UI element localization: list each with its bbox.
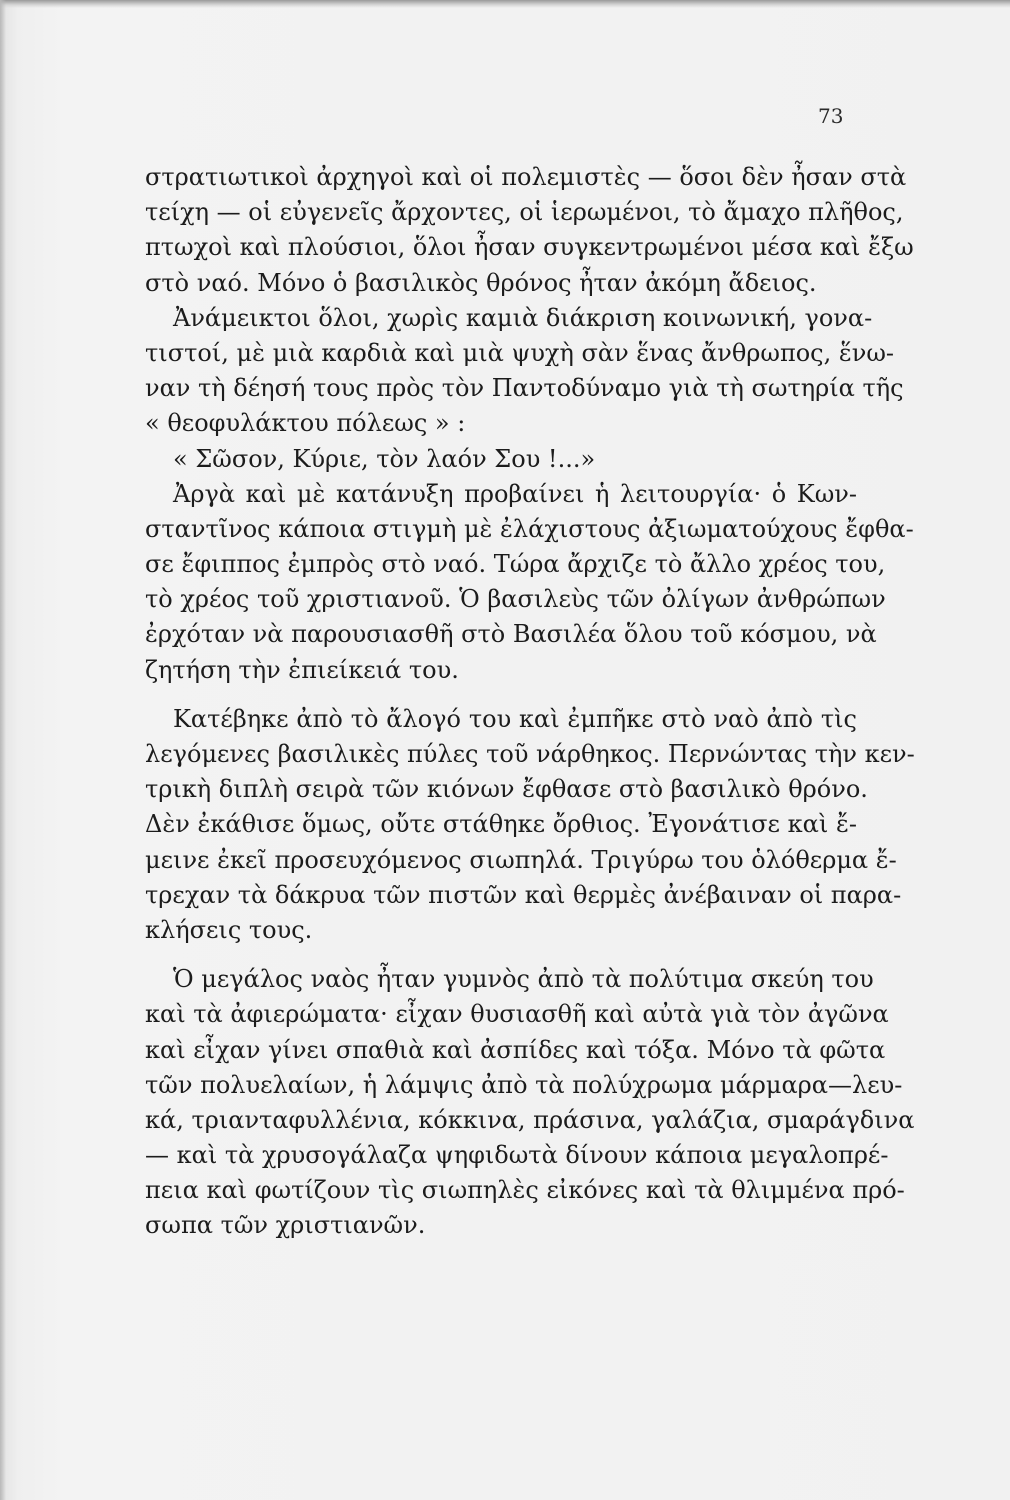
text-line: τρικὴ διπλὴ σειρὰ τῶν κιόνων ἔφθασε στὸ βασιλικὸ θρόνο. <box>145 775 868 804</box>
text-line: τιστοί, μὲ μιὰ καρδιὰ καὶ μιὰ ψυχὴ σὰν ἕνας ἄνθρωπος, ἕνω- <box>145 338 895 367</box>
text-line: λεγόμενες βασιλικὲς πύλες τοῦ νάρθηκος. Περνώντας τὴν κεν- <box>145 740 915 768</box>
text-line: « θεοφυλάκτου πόλεως » : <box>145 409 466 438</box>
text-line: Δὲν ἐκάθισε ὅμως, οὔτε στάθηκε ὄρθιος. Ἐγονάτισε καὶ ἔ- <box>145 810 857 839</box>
text-line: « Σῶσον, Κύριε, τὸν λαόν Σου !...» <box>173 444 596 473</box>
page-number: 73 <box>818 104 844 128</box>
text-line: τὸ χρέος τοῦ χριστιανοῦ. Ὁ βασιλεὺς τῶν ὀλίγων ἀνθρώπων <box>145 585 886 614</box>
text-line: ἐρχόταν νὰ παρουσιασθῆ στὸ Βασιλέα ὅλου τοῦ κόσμου, νὰ <box>145 620 877 649</box>
text-line: στὸ ναό. Μόνο ὁ βασιλικὸς θρόνος ἦταν ἀκόμη ἄδειος. <box>145 268 817 297</box>
text-line: σε ἔφιππος ἐμπρὸς στὸ ναό. Τώρα ἄρχιζε τὸ ἄλλο χρέος του, <box>145 550 886 579</box>
text-line: Ὁ μεγάλος ναὸς ἦταν γυμνὸς ἀπὸ τὰ πολύτιμα σκεύη του <box>173 965 874 994</box>
text-line: ναν τὴ δέησή τους πρὸς τὸν Παντοδύναμο γιὰ τὴ σωτηρία τῆς <box>145 374 904 403</box>
body-text <box>145 160 915 1244</box>
text-line: καὶ εἶχαν γίνει σπαθιὰ καὶ ἀσπίδες καὶ τόξα. Μόνο τὰ φῶτα <box>145 1035 886 1064</box>
text-line: — καὶ τὰ χρυσογάλαζα ψηφιδωτὰ δίνουν κάποια μεγαλοπρέ- <box>145 1141 889 1170</box>
text-line: σωπα τῶν χριστιανῶν. <box>145 1211 426 1240</box>
text-line: κά, τριανταφυλλένια, κόκκινα, πράσινα, γαλάζια, σμαράγδινα <box>145 1105 915 1134</box>
page-binding-edge <box>0 0 6 1500</box>
text-line: κλήσεις τους. <box>145 915 313 944</box>
text-line: τείχη — οἱ εὐγενεῖς ἄρχοντες, οἱ ἱερωμένοι, τὸ ἄμαχο πλῆθος, <box>145 198 904 227</box>
text-line: καὶ τὰ ἀφιερώματα· εἶχαν θυσιασθῆ καὶ αὐτὰ γιὰ τὸν ἀγῶνα <box>145 1000 889 1029</box>
text-line: Ἀργὰ καὶ μὲ κατάνυξη προβαίνει ἡ λειτουργία· ὁ Κων- <box>173 479 857 508</box>
page-top-edge <box>0 0 1010 8</box>
text-line: σταντῖνος κάποια στιγμὴ μὲ ἐλάχιστους ἀξιωματούχους ἔφθα- <box>145 514 914 543</box>
text-line: τρεχαν τὰ δάκρυα τῶν πιστῶν καὶ θερμὲς ἀνέβαιναν οἱ παρα- <box>145 880 902 909</box>
text-line: μεινε ἐκεῖ προσευχόμενος σιωπηλά. Τριγύρω του ὁλόθερμα ἔ- <box>145 845 897 874</box>
text-line: Κατέβηκε ἀπὸ τὸ ἄλογό του καὶ ἐμπῆκε στὸ ναὸ ἀπὸ τὶς <box>173 704 857 733</box>
text-line: τῶν πολυελαίων, ἡ λάμψις ἀπὸ τὰ πολύχρωμα μάρμαρα—λευ- <box>145 1070 903 1099</box>
text-line: στρατιωτικοὶ ἀρχηγοὶ καὶ οἱ πολεμιστὲς — ὅσοι δὲν ἦσαν στὰ <box>145 163 907 191</box>
text-line: Ἀνάμεικτοι ὅλοι, χωρὶς καμιὰ διάκριση κοινωνική, γονα- <box>173 303 873 332</box>
text-line: πεια καὶ φωτίζουν τὶς σιωπηλὲς εἰκόνες καὶ τὰ θλιμμένα πρό- <box>145 1176 905 1205</box>
text-line: ζητήση τὴν ἐπιείκειά του. <box>145 655 459 684</box>
text-line: πτωχοὶ καὶ πλούσιοι, ὅλοι ἦσαν συγκεντρωμένοι μέσα καὶ ἔξω <box>145 233 914 262</box>
